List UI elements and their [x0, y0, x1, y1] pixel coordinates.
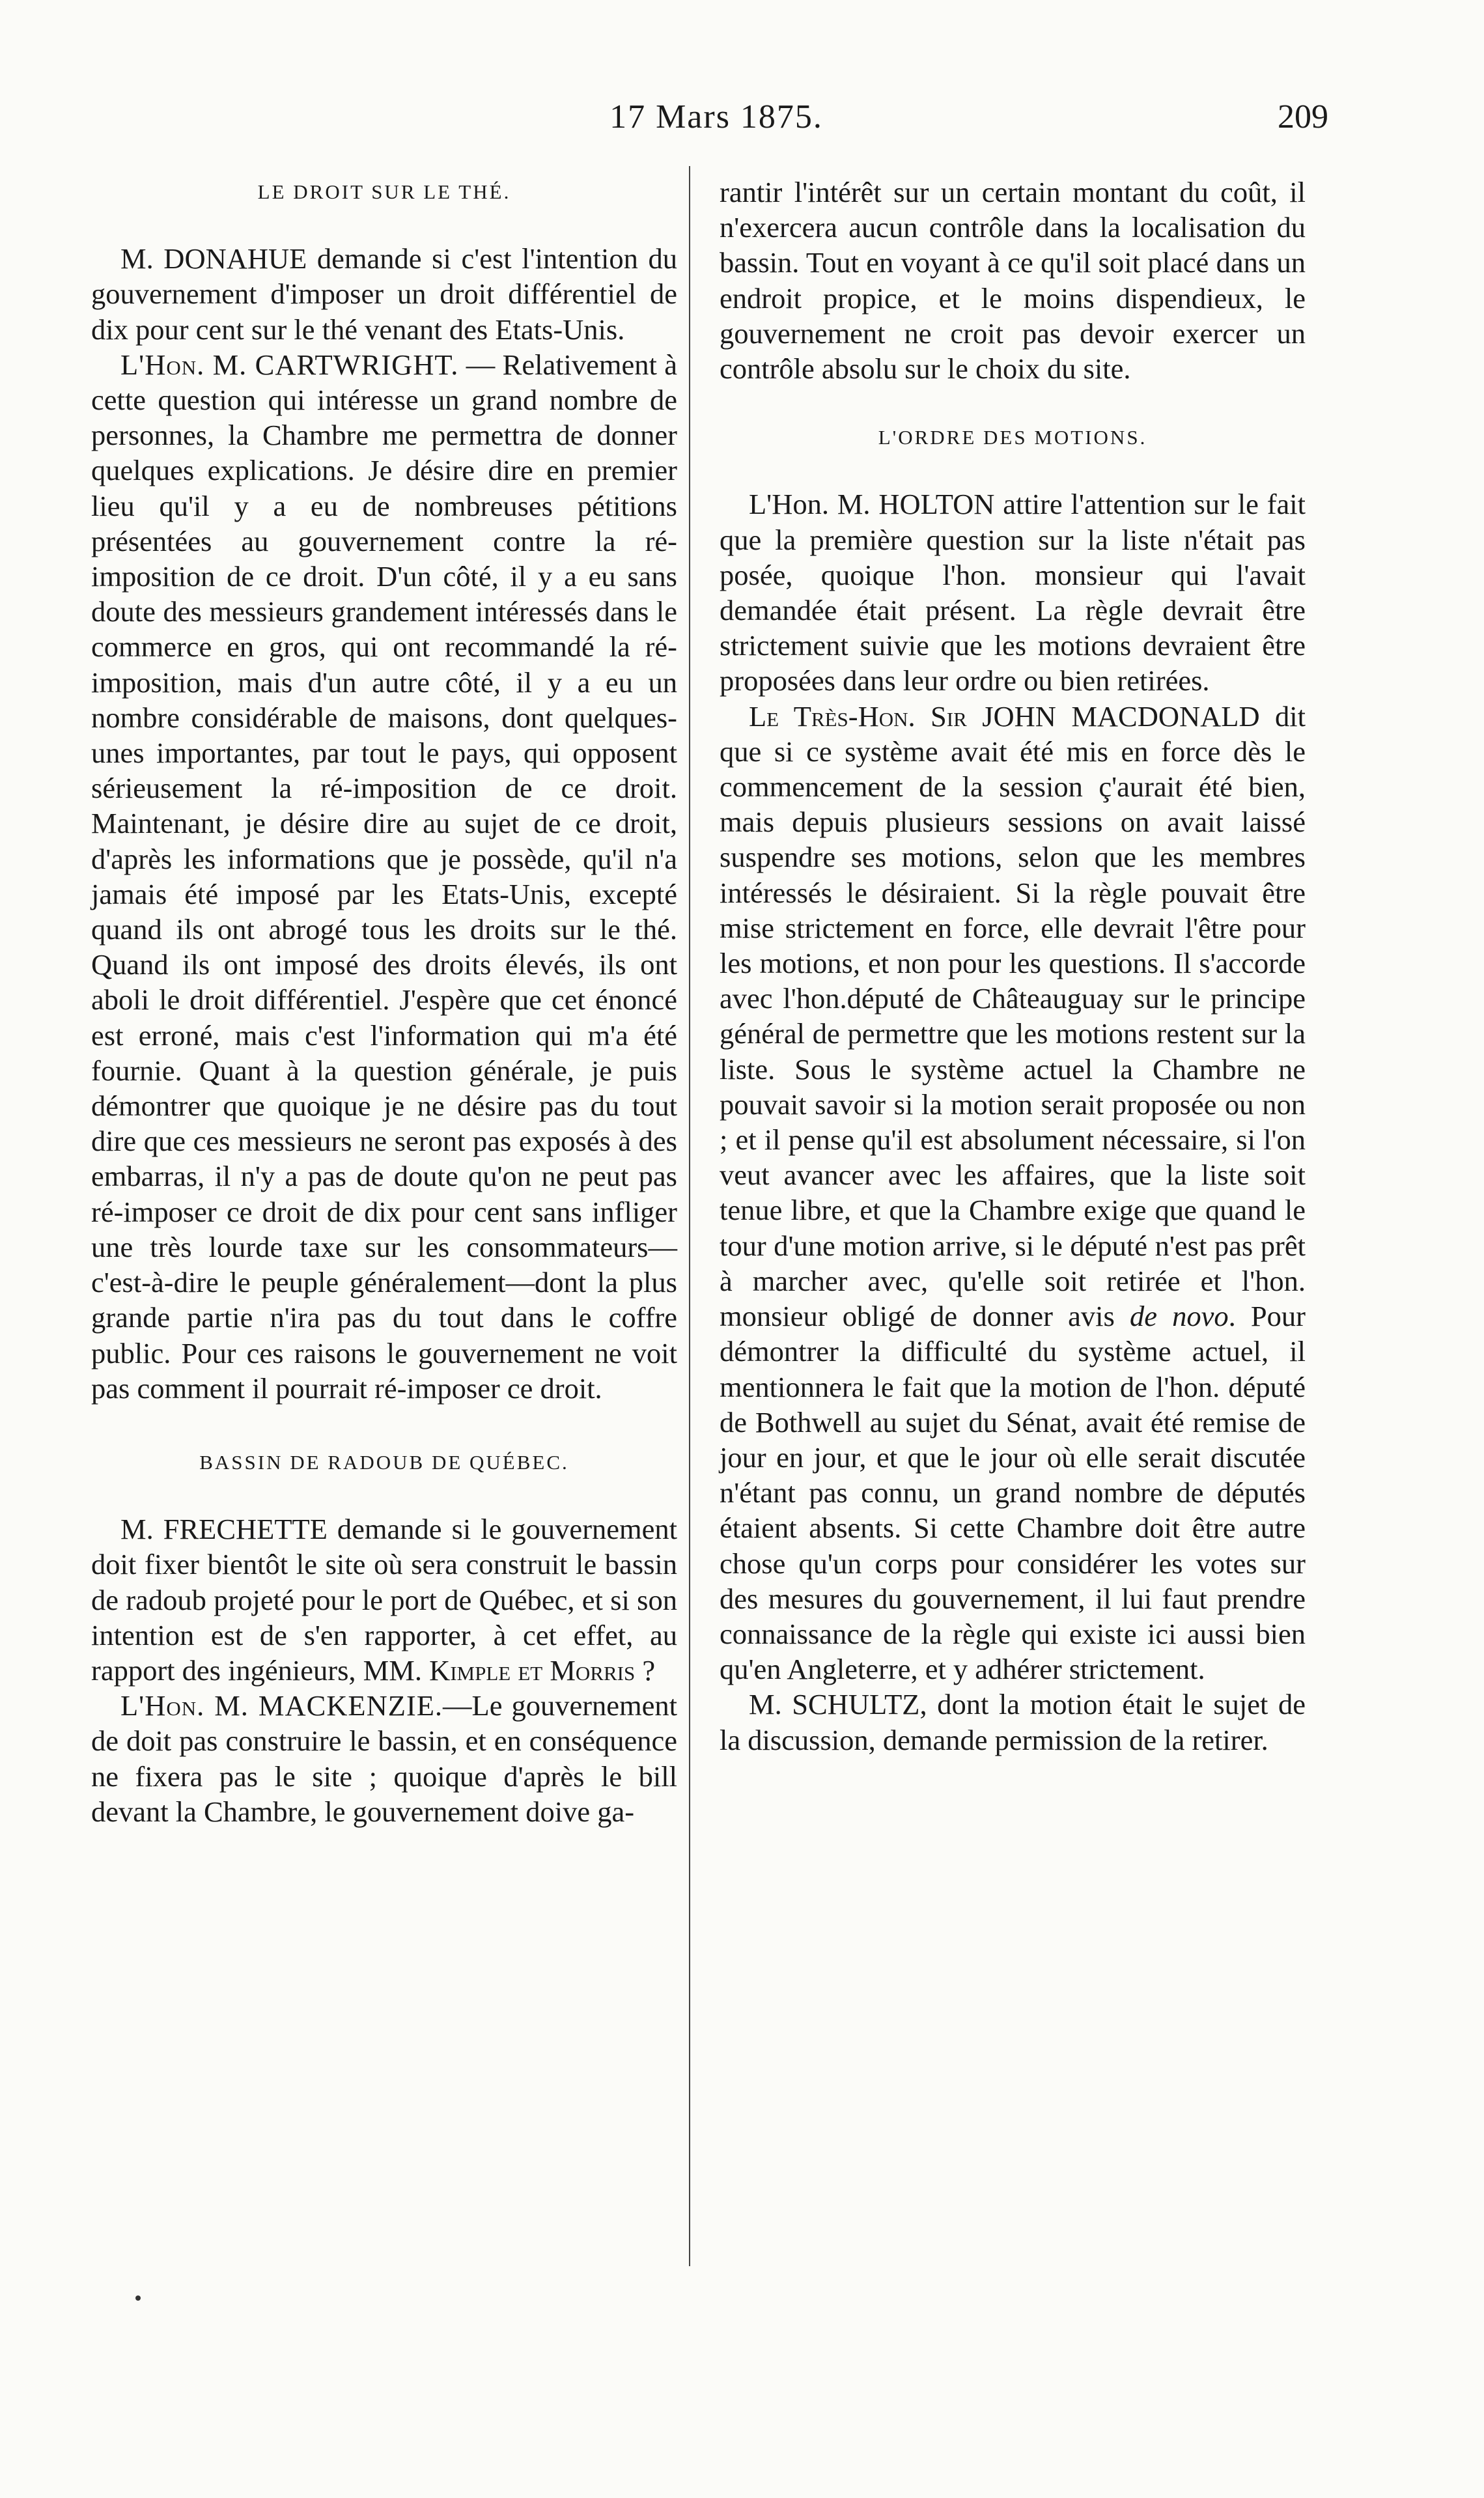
paragraph-schultz: M. SCHULTZ, dont la motion était le sujet de la discussion, demande permission de la retirer.: [720, 1688, 1306, 1756]
text-cartwright: — Relativement à cette question qui intéresse un grand nombre de personnes, la Chambre me permettra de donner quelques explications. Je désire dire en premier lieu qu'il y a eu de nombreuses pétitions présentées au gouvernement contre la ré-imposition de ce droit. D'un côté, il y a eu sans doute des messieurs grandement intéressés dans le commerce en gros, qui ont recommandé la ré-imposition, mais d'un autre côté, il y a eu un nombre considérable de maisons, dont quelques-unes importantes, par tout le pays, qui opposent sérieusement la ré-imposition de ce droit. Maintenant, je désire dire au sujet de ce droit, d'après les informations que je possède, qu'il n'a jamais été imposé par les Etats-Unis, excepté quand ils ont abrogé tous les droits sur le thé. Quand ils ont imposé des droits élevés, ils ont aboli le droit différentiel. J'espère que cet énoncé est erroné, mais c'est l'information qui m'a été fournie. Quant à la question générale, je puis démontrer que quoique je ne désire pas du tout dire que ces messieurs ne seront pas exposés à des embarras, il n'y a pas de doute qu'on ne peut pas ré-imposer ce droit de dix pour cent sans infliger une très lourde taxe sur les consommateurs—c'est-à-dire le peuple généralement—dont la plus grande partie n'ira pas du tout dans le coffre public. Pour ces raisons le gouvernement ne voit pas comment il pourrait ré-imposer ce droit.: [91, 348, 678, 1405]
speaker-mackenzie: L'Hon. M. MACKENZIE.: [120, 1689, 443, 1722]
italic-de-novo: de novo: [1129, 1300, 1229, 1333]
section-title-bassin: BASSIN DE RADOUB DE QUÉBEC.: [199, 1450, 569, 1474]
column-divider: [689, 166, 690, 2266]
paragraph-macdonald: [720, 699, 1306, 1687]
paragraph-cartwright: [91, 347, 677, 1406]
section-title-the: LE DROIT SUR LE THÉ.: [257, 180, 511, 203]
paragraph-continuation: rantir l'intérêt sur un certain montant du coût, il n'exercera aucun contrôle dans la localisation du bassin. Tout en voyant à ce qu'il soit placé dans un endroit propice, et le moins dispendieux, le gouvernement ne croit pas devoir exercer un contrôle absolu sur le choix du site.: [720, 176, 1306, 386]
page-date: 17 Mars 1875.: [609, 98, 823, 135]
text-frechette-end: ?: [635, 1653, 656, 1687]
page-header: [104, 98, 1328, 143]
text-mackenzie: —Le gouvernement de doit pas construire le bassin, et en conséquence ne fixera pas le site ; quoique d'après le bill devant la Chambre, le gouvernement doive ga-: [91, 1689, 678, 1828]
speaker-cartwright: L'Hon. M. CARTWRIGHT.: [120, 348, 459, 381]
text-frechette: M. FRECHETTE demande si le gouvernement doit fixer bientôt le site où sera construit le bassin de radoub projeté pour le port de Québec, et si son intention est de s'en rapporter, à cet effet, au rapport des ingénieurs, MM.: [91, 1513, 677, 1687]
section-title-motions: L'ORDRE DES MOTIONS.: [878, 426, 1147, 449]
engineer-names: Kimple et Morris: [429, 1653, 636, 1687]
right-column: [720, 175, 1306, 1758]
text-macdonald-end: . Pour démontrer la difficulté du système actuel, il mentionnera le fait que la motion de l'hon. député de Bothwell au sujet du Sénat, avait été remise de jour en jour, et que le jour où elle serait discutée n'étant pas connu, un grand nombre de députés étaient absents. Si cette Chambre doit être autre chose qu'un corps pour considérer les votes sur des mesures du gouvernement, il lui faut prendre connaissance de la règle qui existe ici aussi bien qu'en Angleterre, et y adhérer strictement.: [720, 1300, 1306, 1686]
speaker-macdonald: Le Très-Hon. Sir: [749, 699, 967, 733]
paragraph-donahue: M. DONAHUE demande si c'est l'intention du gouvernement d'imposer un droit différentiel de dix pour cent sur le thé venant des Etats-Unis.: [91, 242, 677, 346]
bullet-mark: [135, 2295, 141, 2301]
paragraph-mackenzie: [91, 1688, 677, 1829]
paragraph-frechette: [91, 1511, 677, 1688]
text-macdonald: JOHN MACDONALD dit que si ce système avait été mis en force dès le commencement de la session ç'aurait été bien, mais depuis plusieurs sessions on avait laissé suspendre ses motions, selon que les membres intéressés le désiraient. Si la règle pouvait être mise strictement en force, elle devrait l'être pour les motions, et non pour les questions. Il s'accorde avec l'hon.député de Châteauguay sur le principe général de permettre que les motions restent sur la liste. Sous le système actuel la Chambre ne pouvait savoir si la motion serait proposée ou non ; et il pense qu'il est absolument nécessaire, si l'on veut avancer avec les affaires, que la liste soit tenue libre, et que la Chambre exige que quand le tour d'une motion arrive, si le député n'est pas prêt à marcher avec, qu'elle soit retirée et l'hon. monsieur obligé de donner avis: [720, 699, 1306, 1333]
left-column: [91, 175, 677, 1829]
page-number: 209: [1278, 98, 1328, 135]
paragraph-holton: L'Hon. M. HOLTON attire l'attention sur le fait que la première question sur la liste n'était pas posée, quoique l'hon. monsieur qui l'avait demandée était présent. La règle devrait être strictement suivie que les motions devraient être proposées dans leur ordre ou bien retirées.: [720, 488, 1306, 697]
